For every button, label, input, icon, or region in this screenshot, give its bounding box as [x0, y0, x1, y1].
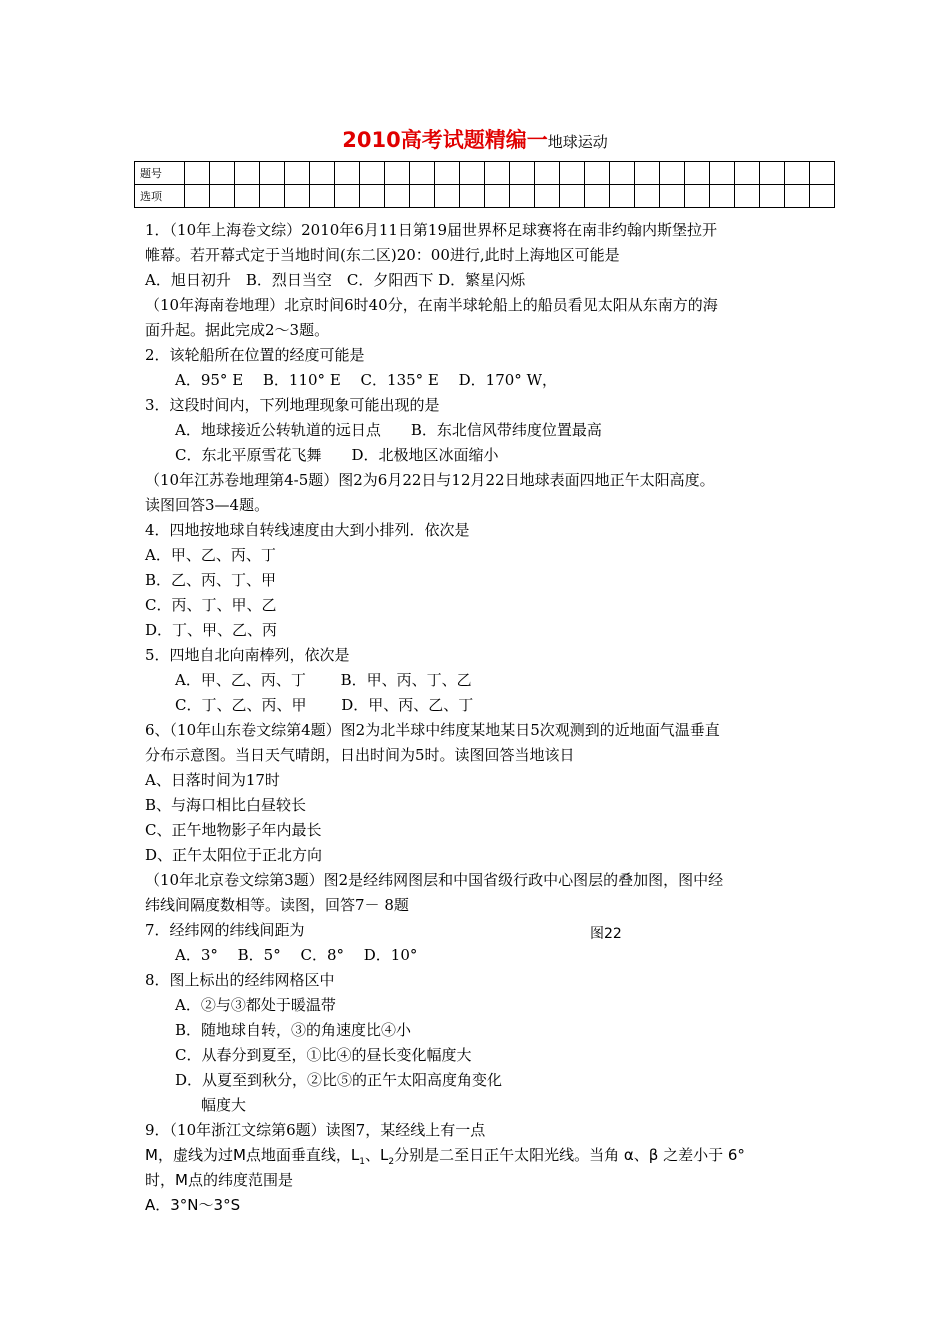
q9-part: 分别是二至日正午太阳光线。当角 α、β 之差小于 6° [394, 1146, 745, 1164]
answer-cell[interactable] [210, 185, 235, 208]
answer-cell[interactable] [760, 162, 785, 185]
answer-cell[interactable] [235, 162, 260, 185]
text-line: D．从夏至到秋分，②比⑤的正午太阳高度角变化 [175, 1071, 503, 1089]
text-line: 7．经纬网的纬线间距为 [145, 921, 305, 939]
text-line: （10年海南卷地理）北京时间6时40分，在南半球轮船上的船员看见太阳从东南方的海 [145, 296, 718, 314]
answer-cell[interactable] [685, 185, 710, 208]
answer-cell[interactable] [185, 185, 210, 208]
answer-cell[interactable] [560, 162, 585, 185]
answer-row-number [135, 162, 835, 185]
text-line: （10年北京卷文综第3题）图2是经纬网图层和中国省级行政中心图层的叠加图，图中经 [145, 871, 724, 889]
answer-cell[interactable] [460, 162, 485, 185]
text-line: 9．（10年浙江文综第6题）读图7，某经线上有一点 [145, 1121, 486, 1139]
text-line: 1．（10年上海卷文综）2010年6月11日第19届世界杯足球赛将在南非约翰内斯堡拉开 [145, 221, 718, 239]
text-line: B．随地球自转，③的角速度比④小 [175, 1021, 412, 1039]
answer-cell[interactable] [410, 162, 435, 185]
text-line: A．3°N～3°S [145, 1196, 241, 1214]
text-line: C．东北平原雪花飞舞 D．北极地区冰面缩小 [175, 446, 499, 464]
text-line: 分布示意图。当日天气晴朗，日出时间为5时。读图回答当地该日 [145, 746, 575, 764]
q9-sub: 2 [388, 1157, 395, 1167]
text-line: 读图回答3—4题。 [145, 496, 270, 514]
row-label-choice: 选项 [135, 185, 185, 208]
answer-cell[interactable] [610, 185, 635, 208]
figure-label: 图22 [590, 926, 622, 942]
text-line: A．甲、乙、丙、丁 B．甲、丙、丁、乙 [175, 671, 472, 689]
answer-cell[interactable] [785, 162, 810, 185]
answer-cell[interactable] [310, 162, 335, 185]
title-sub: 地球运动 [547, 133, 608, 151]
answer-cell[interactable] [510, 162, 535, 185]
answer-cell[interactable] [560, 185, 585, 208]
answer-row-choice [135, 185, 835, 208]
text-line: C．从春分到夏至，①比④的昼长变化幅度大 [175, 1046, 472, 1064]
answer-cell[interactable] [760, 185, 785, 208]
answer-cell[interactable] [635, 162, 660, 185]
answer-cell[interactable] [410, 185, 435, 208]
answer-cell[interactable] [735, 162, 760, 185]
answer-cell[interactable] [335, 185, 360, 208]
text-line: B、与海口相比白昼较长 [145, 796, 307, 814]
text-line: 时，M点的纬度范围是 [145, 1171, 293, 1189]
text-line: 8．图上标出的经纬网格区中 [145, 971, 335, 989]
answer-cell[interactable] [185, 162, 210, 185]
answer-cell[interactable] [735, 185, 760, 208]
answer-cell[interactable] [610, 162, 635, 185]
text-line: 5．四地自北向南棒列，依次是 [145, 646, 350, 664]
answer-cell[interactable] [710, 162, 735, 185]
text-line: C．丙、丁、甲、乙 [145, 596, 277, 614]
answer-cell[interactable] [660, 162, 685, 185]
title-main: 2010高考试题精编一 [342, 128, 548, 152]
q9-part: M，虚线为过M点地面垂直线，L [145, 1146, 360, 1164]
answer-cell[interactable] [460, 185, 485, 208]
text-line: C、正午地物影子年内最长 [145, 821, 322, 839]
answer-table [134, 161, 835, 208]
text-line: A．旭日初升 B．烈日当空 C．夕阳西下 D．繁星闪烁 [145, 271, 526, 289]
text-line: C．丁、乙、丙、甲 D．甲、丙、乙、丁 [175, 696, 474, 714]
text-line: B．乙、丙、丁、甲 [145, 571, 277, 589]
answer-cell[interactable] [510, 185, 535, 208]
text-line: 幅度大 [201, 1096, 247, 1114]
answer-cell[interactable] [535, 162, 560, 185]
text-line: A．②与③都处于暖温带 [175, 996, 336, 1014]
answer-cell[interactable] [360, 185, 385, 208]
answer-cell[interactable] [485, 162, 510, 185]
text-line [145, 1143, 815, 1168]
text-line: D．丁、甲、乙、丙 [145, 621, 278, 639]
q9-part: 、L [364, 1146, 389, 1164]
answer-cell[interactable] [310, 185, 335, 208]
answer-cell[interactable] [710, 185, 735, 208]
text-line: A．3° B．5° C．8° D．10° [175, 946, 418, 964]
answer-cell[interactable] [585, 185, 610, 208]
answer-cell[interactable] [535, 185, 560, 208]
text-line: A、日落时间为17时 [145, 771, 280, 789]
answer-cell[interactable] [785, 185, 810, 208]
answer-cell[interactable] [385, 185, 410, 208]
answer-cell[interactable] [485, 185, 510, 208]
answer-cell[interactable] [435, 162, 460, 185]
answer-cell[interactable] [810, 162, 835, 185]
answer-cell[interactable] [585, 162, 610, 185]
answer-cell[interactable] [285, 185, 310, 208]
row-label-number: 题号 [135, 162, 185, 185]
text-line: 帷幕。若开幕式定于当地时间(东二区)20：00进行,此时上海地区可能是 [145, 246, 620, 264]
text-line: （10年江苏卷地理第4-5题）图2为6月22日与12月22日地球表面四地正午太阳高度。 [145, 471, 715, 489]
answer-cell[interactable] [635, 185, 660, 208]
answer-cell[interactable] [260, 162, 285, 185]
answer-cell[interactable] [810, 185, 835, 208]
text-line: A．甲、乙、丙、丁 [145, 546, 276, 564]
text-line: A．95° E B．110° E C．135° E D．170° W， [175, 371, 557, 389]
text-line: 3．这段时间内，下列地理现象可能出现的是 [145, 396, 440, 414]
answer-cell[interactable] [260, 185, 285, 208]
question-content [145, 218, 815, 1218]
answer-cell[interactable] [210, 162, 235, 185]
answer-cell[interactable] [285, 162, 310, 185]
page-title [0, 127, 950, 155]
answer-cell[interactable] [385, 162, 410, 185]
answer-cell[interactable] [435, 185, 460, 208]
text-line: 4．四地按地球自转线速度由大到小排列．依次是 [145, 521, 470, 539]
answer-cell[interactable] [660, 185, 685, 208]
text-line: 面升起。据此完成2～3题。 [145, 321, 330, 339]
answer-cell[interactable] [685, 162, 710, 185]
text-line: A．地球接近公转轨道的远日点 B．东北信风带纬度位置最高 [175, 421, 602, 439]
text-line: 2．该轮船所在位置的经度可能是 [145, 346, 365, 364]
answer-cell[interactable] [335, 162, 360, 185]
answer-cell[interactable] [235, 185, 260, 208]
text-line: 6、（10年山东卷文综第4题）图2为北半球中纬度某地某日5次观测到的近地面气温垂直 [145, 721, 720, 739]
text-line: D、正午太阳位于正北方向 [145, 846, 323, 864]
q9-sub: 1 [359, 1157, 365, 1167]
text-line: 纬线间隔度数相等。读图，回答7－ 8题 [145, 896, 409, 914]
answer-cell[interactable] [360, 162, 385, 185]
